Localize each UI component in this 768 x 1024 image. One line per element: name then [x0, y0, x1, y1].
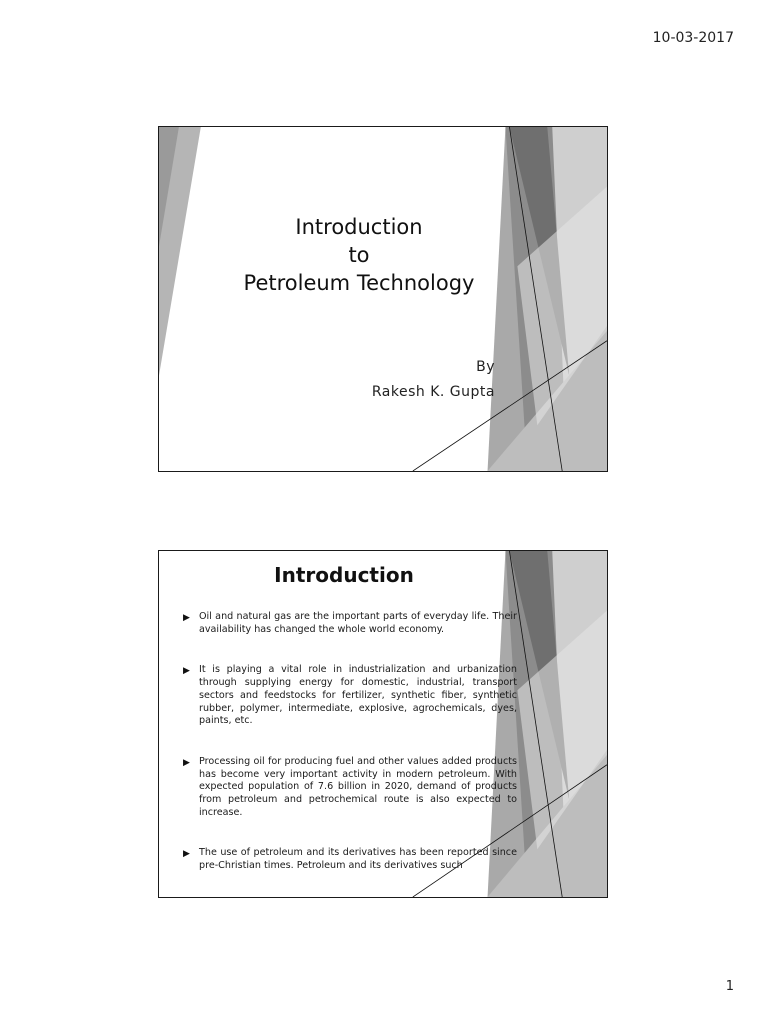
- slide-title: [209, 213, 509, 297]
- introduction-slide: [158, 550, 608, 898]
- triangle-bullet-icon: ▶: [183, 613, 190, 623]
- triangle-bullet-icon: ▶: [183, 757, 190, 768]
- list-item: [183, 847, 517, 872]
- bullet-text: Oil and natural gas are the important parts of everyday life. Their availability has changed the whole world economy.: [199, 611, 517, 635]
- list-item: [183, 756, 517, 820]
- title-line: Introduction: [295, 215, 423, 239]
- title-slide: [158, 126, 608, 472]
- slide-background-shapes: [159, 127, 607, 471]
- title-line: Petroleum Technology: [243, 271, 475, 295]
- byline-label: By: [476, 359, 495, 375]
- triangle-bullet-icon: ▶: [183, 849, 190, 860]
- triangle-bullet-icon: ▶: [183, 666, 190, 677]
- slide-heading: Introduction: [274, 563, 414, 587]
- page-number: 1: [725, 979, 734, 994]
- list-item: [183, 611, 517, 636]
- author-name: Rakesh K. Gupta: [371, 384, 495, 400]
- bullet-text: Processing oil for producing fuel and other values added products has become very important activity in modern petroleum. With expected population of 7.6 billion in 2020, demand of products from petroleum and petrochemical route is also expected to increase.: [199, 755, 517, 818]
- list-item: [183, 664, 517, 728]
- title-line: to: [348, 243, 370, 267]
- bullet-text: It is playing a vital role in industrialization and urbanization through supplying energy for domestic, industrial, transport sectors and feedstocks for fertilizer, synthetic fiber, synthetic rubber, polymer, intermediate, explosive, agrochemicals, dyes, paints, etc.: [199, 664, 517, 727]
- author-byline: [372, 355, 495, 405]
- date-stamp: 10-03-2017: [652, 30, 734, 46]
- bullet-list: [183, 611, 517, 873]
- bullet-text: The use of petroleum and its derivatives has been reported since pre-Christian times. Petroleum and its derivatives such: [199, 847, 517, 872]
